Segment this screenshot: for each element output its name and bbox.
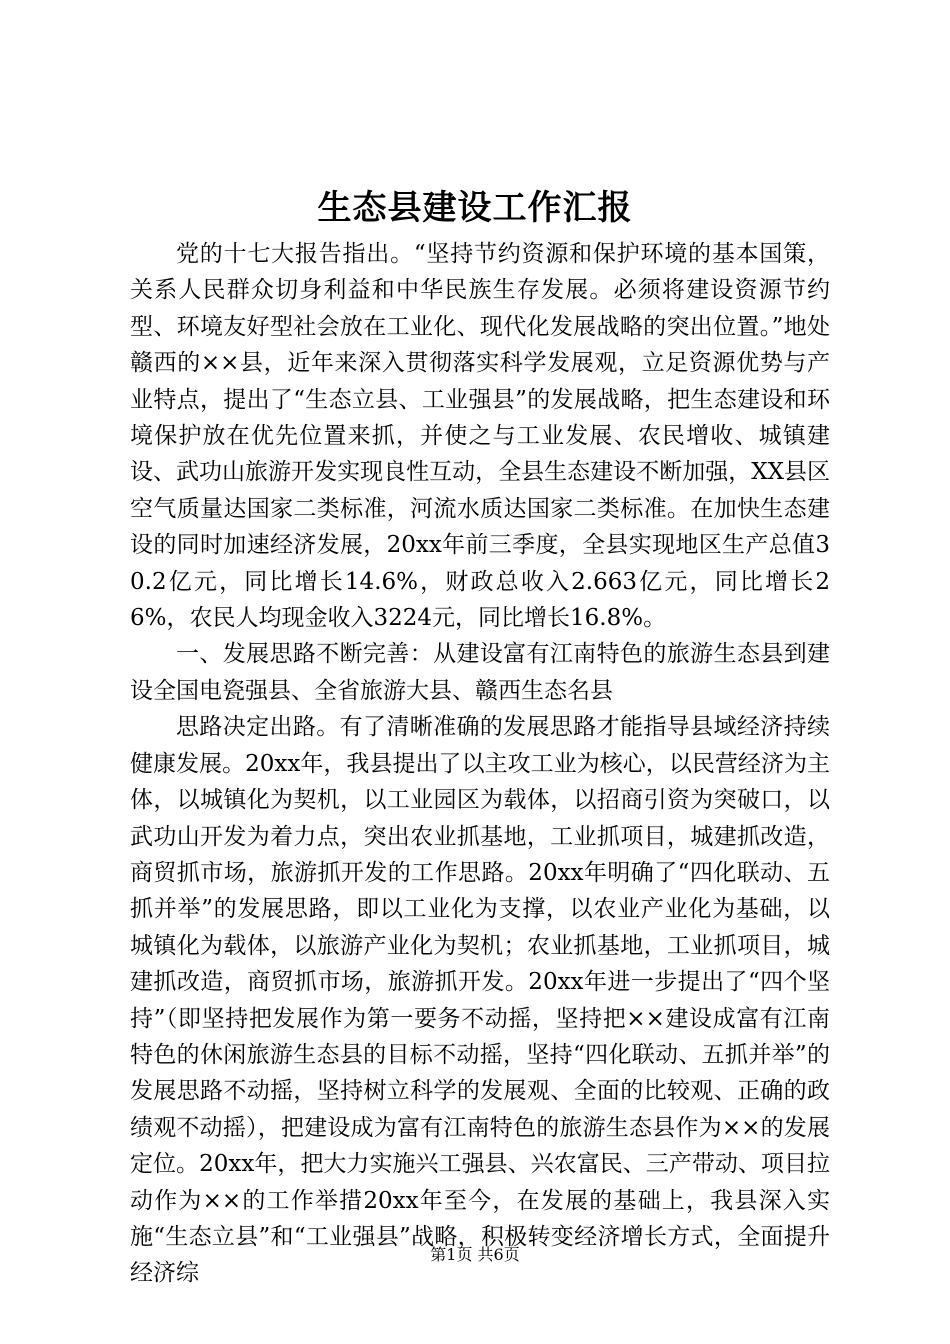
- paragraph-intro: 党的十七大报告指出。“坚持节约资源和保护环境的基本国策，关系人民群众切身利益和中华民族生存发展。必须将建设资源节约型、环境友好型社会放在工业化、现代化发展战略的突出位置。”地处赣西的××县，近年来深入贯彻落实科学发展观，立足资源优势与产业特点，提出了“生态立县、工业强县”的发展战略，把生态建设和环境保护放在优先位置来抓，并使之与工业发展、农民增收、城镇建设、武功山旅游开发实现良性互动，全县生态建设不断加强，XX县区空气质量达国家二类标准，河流水质达国家二类标准。在加快生态建设的同时加速经济发展，20xx年前三季度，全县实现地区生产总值30.2亿元，同比增长14.6%，财政总收入2.663亿元，同比增长26%，农民人均现金收入3224元，同比增长16.8%。: [130, 241, 830, 632]
- page-footer: 第1页 共6页: [430, 1245, 520, 1264]
- document-title: 生态县建设工作汇报: [317, 188, 633, 228]
- paragraph-development-ideas: 思路决定出路。有了清晰准确的发展思路才能指导县域经济持续健康发展。20xx年，我县提出了以主攻工业为核心，以民营经济为主体，以城镇化为契机，以工业园区为载体，以招商引资为突破口，以武功山开发为着力点，突出农业抓基地，工业抓项目，城建抓改造，商贸抓市场，旅游抓开发的工作思路。20xx年明确了“四化联动、五抓并举”的发展思路，即以工业化为支撑，以农业产业化为基础，以城镇化为载体，以旅游产业化为契机；农业抓基地，工业抓项目，城建抓改造，商贸抓市场，旅游抓开发。20xx年进一步提出了“四个坚持”（即坚持把发展作为第一要务不动摇，坚持把××建设成富有江南特色的休闲旅游生态县的目标不动摇，坚持“四化联动、五抓并举”的发展思路不动摇，坚持树立科学的发展观、全面的比较观、正确的政绩观不动摇），把建设成为富有江南特色的旅游生态县作为××的发展定位。20xx年，把大力实施兴工强县、兴农富民、三产带动、项目拉动作为××的工作举措20xx年至今，在发展的基础上，我县深入实施“生态立县”和“工业强县”战略，积极转变经济增长方式，全面提升经济综: [130, 714, 830, 1287]
- paragraph-section-heading: 一、发展思路不断完善：从建设富有江南特色的旅游生态县到建设全国电瓷强县、全省旅游大县、赣西生态名县: [130, 641, 830, 704]
- document-body: [130, 236, 830, 1292]
